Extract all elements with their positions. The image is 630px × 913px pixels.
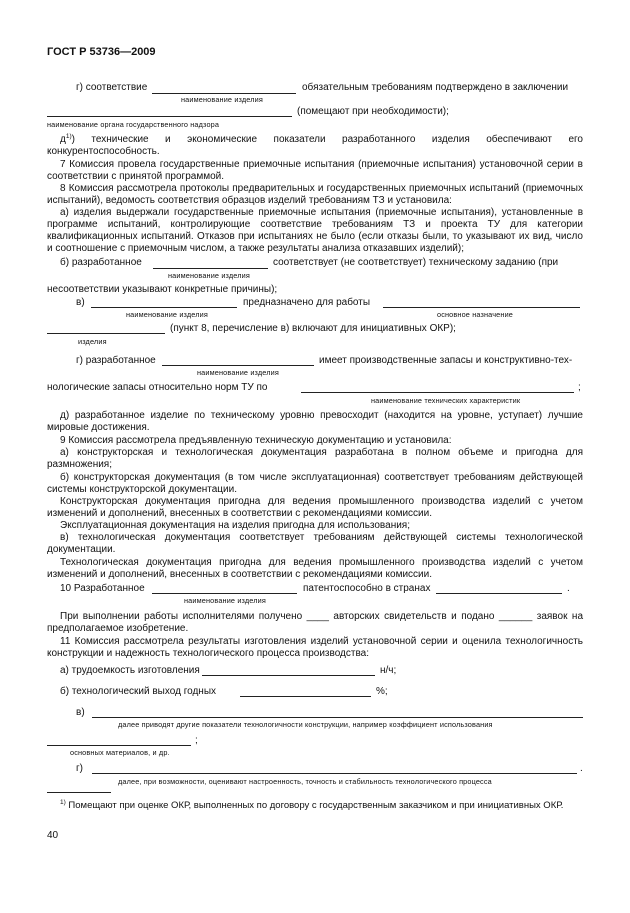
section-8d: д) разработанное изделие по техническому уровню превосходит (находится на уровне, уступает) лучшие мировые достижения. xyxy=(47,410,583,434)
blank-line xyxy=(152,593,297,594)
section-8a: а) изделия выдержали государственные приемочные испытания (приемочные испытания), установленные в программе испытаний, контролирующие соответствие требованиям ТЗ и проекта ТУ для категории квалификационных испытаний. Отказов при испытаниях не было (если отказы были, то указывают их вид, число и соотношение с приемочным числом, а также результаты анализа отказавших изделий); xyxy=(47,207,583,255)
caption-products: изделия xyxy=(78,337,107,346)
item-8b-text: соответствует (не соответствует) техническому заданию (при xyxy=(273,257,559,268)
footnote-ref: 1) xyxy=(65,133,72,140)
punctuation: . xyxy=(567,583,570,594)
item-g-text: обязательным требованиям подтверждено в заключении xyxy=(302,82,569,93)
item-11a-unit: н/ч; xyxy=(380,665,397,676)
item-g-note: (помещают при необходимости); xyxy=(297,106,449,117)
blank-line xyxy=(47,116,292,117)
caption-main-purpose: основное назначение xyxy=(437,310,513,319)
item-g-label: г) соответствие xyxy=(76,82,148,93)
item-d-paragraph: $д^{1)}$) технические и экономические показатели разработанного изделия обеспечивают его конкурентоспособность. xyxy=(47,133,583,158)
blank-line xyxy=(92,773,577,774)
section-9b-2: Конструкторская документация пригодна для ведения промышленного производства изделий с учетом изменений и дополнений, внесенных в соответствии с рекомендациями комиссии. xyxy=(47,496,583,520)
blank-line xyxy=(91,307,237,308)
caption-authority-name: наименование органа государственного надзора xyxy=(47,120,220,129)
item-11a-label: а) трудоемкость изготовления xyxy=(60,665,200,676)
page-number: 40 xyxy=(47,830,59,841)
caption-technical-characteristics: наименование технических характеристик xyxy=(371,396,521,405)
item-11v-label: в) xyxy=(76,707,85,718)
caption-product-name: наименование изделия xyxy=(197,368,279,377)
blank-line xyxy=(162,365,314,366)
footnote: $^{1)}$ Помещают при оценке ОКР, выполненных по договору с государственным заказчиком и при инициативных ОКР. xyxy=(60,799,564,811)
blank-line xyxy=(202,675,375,676)
blank-line xyxy=(92,717,583,718)
blank-line xyxy=(301,392,574,393)
item-8v-label: в) xyxy=(76,297,85,308)
blank-line xyxy=(383,307,580,308)
section-10-label: 10 Разработанное xyxy=(60,583,145,594)
caption-materials: основных материалов, и др. xyxy=(70,748,170,757)
section-9b-3: Эксплуатационная документация на изделия пригодна для использования; xyxy=(60,520,410,531)
blank-line xyxy=(47,333,165,334)
item-8v-note: (пункт 8, перечисление в) включают для инициативных ОКР); xyxy=(170,323,456,334)
section-8: 8 Комиссия рассмотрела протоколы предварительных и государственных приемочных испытаний (приемочных испытаний), ведомость соответствия образцов изделий требованиям ТЗ и установила: xyxy=(47,183,583,207)
item-11b-unit: %; xyxy=(376,686,388,697)
footnote-marker: 1) xyxy=(60,799,66,806)
blank-line xyxy=(240,696,371,697)
section-9a: а) конструкторская и технологическая документация разработана в полном объеме и пригодна для размножения; xyxy=(47,447,583,471)
caption-process-stability: далее, при возможности, оценивают настроенность, точность и стабильность технологического процесса xyxy=(118,777,492,786)
item-8g-continued: нологические запасы относительно норм ТУ по xyxy=(47,382,268,393)
caption-product-name: наименование изделия xyxy=(184,596,266,605)
punctuation: ; xyxy=(195,735,198,746)
section-9b: б) конструкторская документация (в том числе эксплуатационная) соответствует требованиям действующей системы конструкторской документации. xyxy=(47,472,583,496)
section-9v-2: Технологическая документация пригодна для ведения промышленного производства изделий с учетом изменений и дополнений, внесенных в соответствии с рекомендациями комиссии. xyxy=(47,557,583,581)
item-8g-text: имеет производственные запасы и конструктивно-тех- xyxy=(319,355,573,366)
section-9v: в) технологическая документация соответствует требованиям действующей системы технологической документации. xyxy=(47,532,583,556)
footnote-separator xyxy=(47,792,111,793)
punctuation: ; xyxy=(578,382,581,393)
item-8g-label: г) разработанное xyxy=(76,355,156,366)
section-10-inventions: При выполнении работы исполнителями получено ____ авторских свидетельств и подано ______ заявок на предполагаемое изобретение. xyxy=(47,611,583,635)
caption-product-name: наименование изделия xyxy=(168,271,250,280)
document-header: ГОСТ Р 53736—2009 xyxy=(47,46,156,58)
section-10-text: патентоспособно в странах xyxy=(303,583,431,594)
item-8b-continued: несоответствии указывают конкретные причины); xyxy=(47,284,278,295)
item-8v-text: предназначено для работы xyxy=(243,297,371,308)
caption-product-name: наименование изделия xyxy=(181,95,263,104)
blank-line xyxy=(436,593,562,594)
item-11b-label: б) технологический выход годных xyxy=(60,686,217,697)
blank-line xyxy=(153,268,268,269)
caption-product-name: наименование изделия xyxy=(126,310,208,319)
blank-line xyxy=(152,93,296,94)
section-9: 9 Комиссия рассмотрела предъявленную техническую документацию и установила: xyxy=(60,435,452,446)
section-11: 11 Комиссия рассмотрела результаты изготовления изделий установочной серии и оценила технологичность конструкции и надежность технологического процесса производства: xyxy=(47,636,583,660)
section-7: 7 Комиссия провела государственные приемочные испытания (приемочные испытания) установочной серии в соответствии с принятой программой. xyxy=(47,159,583,183)
item-11g-label: г) xyxy=(76,763,83,774)
blank-line xyxy=(47,745,191,746)
punctuation: . xyxy=(580,763,583,774)
caption-technological-indicators: далее приводят другие показатели технологичности конструкции, например коэффициент использования xyxy=(118,720,493,729)
item-8b-label: б) разработанное xyxy=(60,257,142,268)
